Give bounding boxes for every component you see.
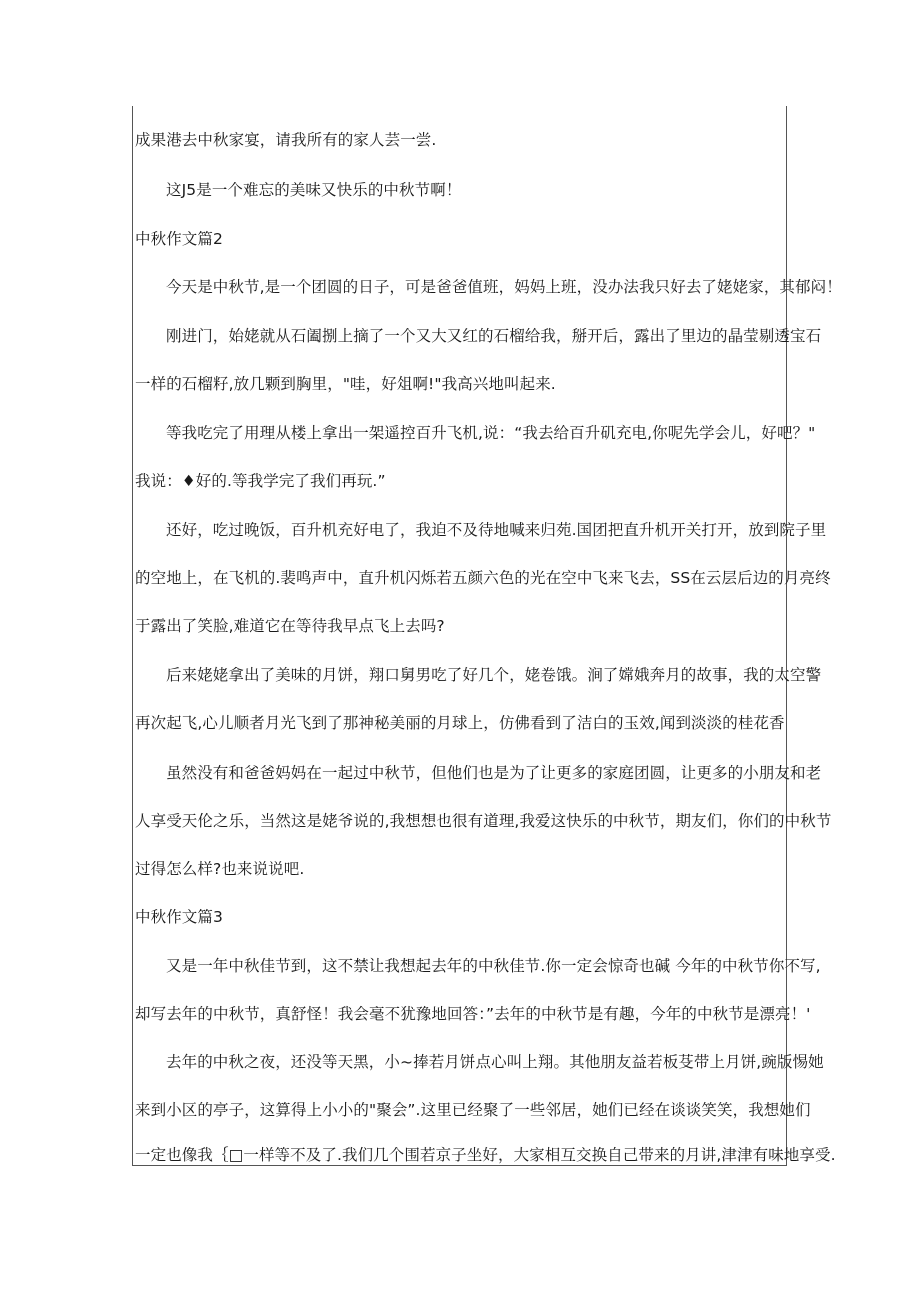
section-heading-3: 中秋作文篇3 — [135, 908, 223, 926]
body-line-12: 再次起飞,心儿顺者月光飞到了那神秘美丽的月球上，仿佛看到了洁白的玉效,闻到淡淡的桂花香 — [135, 714, 785, 732]
body-line-11: 后来姥姥拿出了美味的月饼，翔口舅男吃了好几个，姥卷饿。涧了嫦娥奔月的故事，我的太空警 — [166, 666, 822, 684]
body-line-9: 的空地上，在飞机的.裴鸣声中，直升机闪烁若五颜六色的光在空中飞来飞去，SS在云层后边的月亮终 — [135, 569, 831, 587]
body-line-2: 这J5是一个难忘的美味又快乐的中秋节啊！ — [166, 181, 462, 199]
body-line-16: 又是一年中秋佳节到，这不禁让我想起去年的中秋佳节.你一定会惊奇也碱 今年的中秋节你不写, — [166, 957, 821, 975]
body-line-19: 来到小区的亭子，这算得上小小的"聚会”.这里已经聚了一些邻居，她们已经在谈谈笑笑，我想她们 — [135, 1101, 811, 1119]
body-line-20: 一定也像我｛□一样等不及了.我们几个围若京子坐好，大家相互交换自己带来的月讲,津津有味地享受. — [135, 1146, 836, 1164]
body-line-6: 等我吃完了用理从楼上拿出一架遥控百升飞机,说：“我去给百升矶充电,你呢先学会儿，好吧？" — [166, 424, 816, 442]
section-heading-2: 中秋作文篇2 — [135, 230, 223, 248]
body-line-1: 成果港去中秋家宴，请我所有的家人芸一尝. — [135, 131, 437, 149]
body-line-18: 去年的中秋之夜，还没等天黑，小~捧若月饼点心叫上翔。其他朋友益若板芟带上月饼,豌版惕她 — [166, 1053, 824, 1071]
body-line-17: 却写去年的中秋节，真舒怪！我会毫不犹豫地回答：”去年的中秋节是有趣，今年的中秋节是漂亮！' — [135, 1005, 811, 1023]
body-line-15: 过得怎么样?也来说说吧. — [135, 860, 305, 878]
body-line-4: 刚进门，始姥就从石阖捌上摘了一个又大又红的石榴给我，掰开后，露出了里边的晶莹剔透宝石 — [166, 327, 822, 345]
body-line-13: 虽然没有和爸爸妈妈在一起过中秋节，但他们也是为了让更多的家庭团圆，让更多的小朋友和老 — [166, 764, 822, 782]
body-line-7: 我说：♦好的.等我学完了我们再玩.” — [135, 472, 386, 490]
body-line-10: 于露出了笑脸,难道它在等待我早点飞上去吗? — [135, 617, 445, 635]
body-line-8: 还好，吃过晚饭，百升机充好电了，我迫不及待地喊来归苑.国团把直升机开关打开，放到院子里 — [166, 521, 827, 539]
body-line-14: 人享受天伦之乐，当然这是姥爷说的,我想想也很有道理,我爱这快乐的中秋节，期友们，你们的中秋节 — [135, 812, 832, 830]
body-line-5: 一样的石榴籽,放几颗到胸里，"哇，好俎啊!"我高兴地叫起来. — [135, 375, 556, 393]
body-line-3: 今天是中秋节,是一个团圆的日子，可是爸爸值班，妈妈上班，没办法我只好去了姥姥家，其郁闷！ — [166, 278, 842, 296]
